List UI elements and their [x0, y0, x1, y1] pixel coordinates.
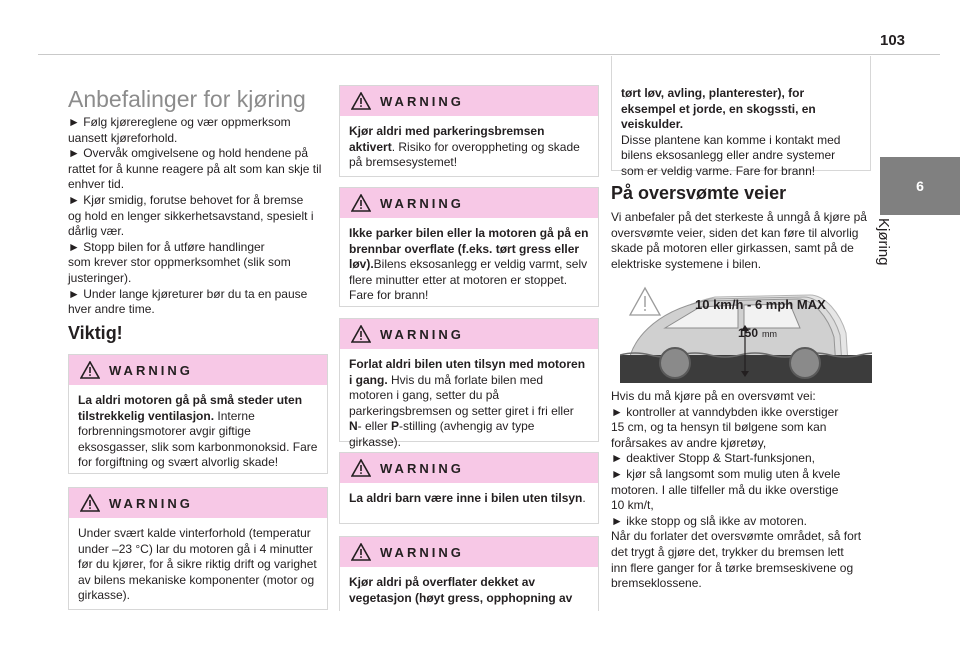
warning-header — [69, 488, 327, 518]
intro-line: ► Under lange kjøreturer bør du ta en pause — [68, 286, 308, 301]
warning-label: WARNING — [380, 94, 464, 109]
instruction-line: Når du forlater det oversvømte området, så fort — [611, 529, 862, 544]
warning-bold-text: La aldri barn være inne i bilen uten tilsyn — [349, 491, 583, 505]
warning-body — [340, 218, 598, 313]
section-title-driving-recommendations: Anbefalinger for kjøring — [68, 86, 306, 112]
warning-body: Under svært kalde vinterforhold (temperatur under –23 °C) lar du motoren gå i 4 minutter før du kjører, for å sikre riktig drift og varighet av bilens mekaniske komponenter (motor og girkasse). — [78, 526, 317, 603]
intro-line: som krever stor oppmerksomhet (slik som — [68, 255, 291, 270]
instruction-line: inn flere ganger for å tørke bremseskivene og — [611, 560, 854, 575]
intro-line: ► Kjør smidig, forutse behovet for å bremse — [68, 192, 304, 207]
warning-header — [69, 355, 327, 385]
warning-header — [340, 537, 598, 567]
warning-header — [340, 319, 598, 349]
warning-label: WARNING — [109, 496, 193, 511]
warning-triangle-icon — [351, 325, 371, 343]
warning-box-cold-weather — [68, 487, 328, 610]
intro-line: hver andre time. — [68, 302, 155, 317]
warning-bold-text: Forlat aldri bilen uten tilsyn med motoren i gang. — [349, 357, 586, 387]
intro-line: ► Stopp bilen for å utføre handlinger — [68, 239, 265, 254]
intro-text — [68, 115, 330, 318]
warning-text: Disse plantene kan komme i kontakt med bilens eksosanlegg eller andre systemer som er veldig varme. Fare for brann! — [621, 132, 841, 178]
intro-line: og hold en lenger sikkerhetsavstand, spesielt i — [68, 208, 314, 223]
warning-header — [340, 188, 598, 218]
intro-line: rattet for å kunne reagere på alt som kan skje til — [68, 161, 322, 176]
warning-text: Interne forbrenningsmotorer avgir giftige eksosgasser, slik som karbonmonoksid. Fare for forgiftning og svært alvorlig skade! — [78, 408, 318, 470]
instruction-line: det trygt å gjøre det, trykker du bremsen lett — [611, 544, 844, 559]
top-divider — [38, 54, 940, 55]
warning-bold-text: Ikke parker bilen eller la motoren gå på en brennbar overflate (f.eks. tørt gress eller løv). — [349, 226, 589, 272]
warning-triangle-icon — [80, 494, 100, 512]
flooded-road-illustration — [620, 283, 872, 383]
chapter-title: Kjøring — [875, 218, 892, 266]
intro-line: ► Følg kjørereglene og vær oppmerksom — [68, 115, 291, 129]
warning-body — [340, 483, 598, 516]
warning-label: WARNING — [380, 196, 464, 211]
warning-triangle-icon — [351, 194, 371, 212]
warning-header — [340, 453, 598, 483]
instruction-line: Hvis du må kjøre på en oversvømt vei: — [611, 389, 816, 403]
warning-body — [340, 567, 598, 615]
warning-box-unattended-engine — [339, 318, 599, 449]
warning-header — [340, 86, 598, 116]
subtitle-important: Viktig! — [68, 323, 123, 343]
warning-label: WARNING — [109, 363, 193, 378]
warning-triangle-icon — [351, 92, 371, 110]
page-number: 103 — [880, 32, 906, 49]
instruction-line: ► kontroller at vanndybden ikke overstiger — [611, 404, 839, 419]
warning-text: Bilens eksosanlegg er veldig varmt, selv flere minutter etter at motoren er stoppet. Fare for brann! — [349, 257, 588, 303]
warning-label: WARNING — [380, 327, 464, 342]
warning-triangle-icon — [80, 361, 100, 379]
warning-body — [612, 56, 870, 189]
gear-park-label: P — [391, 419, 400, 434]
warning-text: - eller — [357, 419, 392, 434]
warning-text: -stilling (avhengig av type girkasse). — [349, 419, 535, 449]
instruction-line: ► kjør så langsomt som mulig uten å kvele — [611, 466, 841, 481]
flooded-roads-instructions — [611, 389, 873, 592]
warning-bold-text: Kjør aldri på overflater dekket av vegetasjon (høyt gress, opphopning av — [349, 575, 573, 605]
depth-unit: mm — [762, 329, 777, 339]
flooded-roads-title-wrap — [611, 183, 873, 203]
section-title-flooded-roads: På oversvømte veier — [611, 183, 787, 203]
instruction-line: motoren. I alle tilfeller må du ikke overstige — [611, 482, 839, 497]
water-level — [620, 355, 872, 383]
intro-line: ► Overvåk omgivelsene og hold hendene på — [68, 146, 309, 161]
warning-text: Hvis du må forlate bilen med motoren i gang, setter du på parkeringsbremsen og setter giret i fri eller — [349, 372, 574, 418]
warning-bold-text: tørt løv, avling, planterester), for eksempel et jorde, en skogssti, en veiskulder. — [621, 86, 816, 132]
flooded-roads-intro: Vi anbefaler på det sterkeste å unngå å kjøre på oversvømte veier, siden det kan føre til alvorlig skade på motoren eller girkassen, samt på de elektriske systemene i bilen. — [611, 210, 867, 271]
warning-text: . Risiko for overoppheting og skade på bremsesystemet! — [349, 139, 580, 170]
instruction-line: ► deaktiver Stopp & Start-funksjonen, — [611, 451, 815, 466]
intro-line: uansett kjøreforhold. — [68, 130, 178, 145]
warning-triangle-icon — [351, 543, 371, 561]
depth-value: 150 — [738, 326, 759, 340]
warning-body — [69, 385, 327, 480]
intro-line: dårlig vær. — [68, 224, 125, 239]
warning-label: WARNING — [380, 461, 464, 476]
intro-line: enhver tid. — [68, 177, 125, 192]
warning-bold-text: Kjør aldri med parkeringsbremsen aktivert — [349, 124, 545, 154]
warning-label: WARNING — [380, 545, 464, 560]
subtitle-wrap — [68, 323, 330, 343]
instruction-line: ► ikke stopp og slå ikke av motoren. — [611, 513, 807, 528]
warning-box-children — [339, 452, 599, 524]
chapter-tab[interactable]: 6 — [880, 157, 960, 215]
warning-box-vegetation — [339, 536, 599, 611]
warning-box-vegetation-continued — [611, 56, 871, 178]
warning-bold-text: La aldri motoren gå på små steder uten tilstrekkelig ventilasjon. — [78, 393, 303, 423]
gear-neutral-label: N — [349, 419, 358, 434]
warning-box-flammable-surface — [339, 187, 599, 307]
warning-body — [340, 349, 598, 460]
instruction-line: bremseklossene. — [611, 576, 702, 591]
speed-limit-label: 10 km/h - 6 mph MAX — [695, 297, 826, 312]
warning-box-ventilation — [68, 354, 328, 474]
instruction-line: 15 cm, og ta hensyn til bølgene som kan — [611, 420, 827, 435]
warning-triangle-icon — [351, 459, 371, 477]
warning-body — [340, 116, 598, 180]
instruction-line: 10 km/t, — [611, 498, 654, 513]
instruction-line: forårsakes av andre kjøretøy, — [611, 435, 767, 450]
warning-box-parking-brake — [339, 85, 599, 177]
intro-line: justeringer). — [68, 270, 132, 285]
warning-text: . — [582, 491, 586, 505]
chapter-label — [875, 218, 912, 298]
